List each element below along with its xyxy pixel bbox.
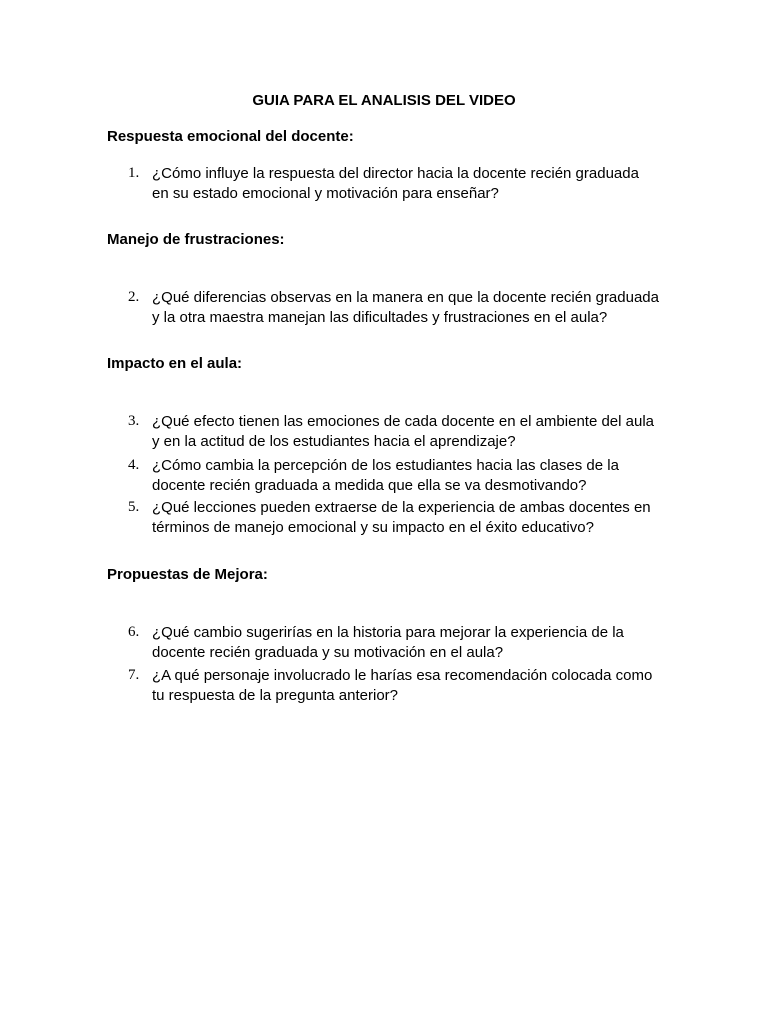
question-number: 6.	[128, 624, 140, 640]
question-text-line: docente recién graduada y su motivación en el aula?	[152, 643, 504, 661]
question-number: 1.	[128, 165, 140, 181]
question-text-line: ¿Qué lecciones pueden extraerse de la experiencia de ambas docentes en	[152, 499, 651, 516]
question-text	[152, 666, 667, 705]
document-title: GUIA PARA EL ANALISIS DEL VIDEO	[252, 92, 516, 109]
question-number: 4.	[128, 457, 140, 473]
question-text-line: ¿A qué personaje involucrado le harías esa recomendación colocada como	[152, 667, 653, 684]
question-text-line: ¿Cómo cambia la percepción de los estudiantes hacia las clases de la	[152, 457, 619, 474]
question-text-line: docente recién graduada a medida que ella se va desmotivando?	[152, 476, 587, 494]
question-text-line: ¿Qué efecto tienen las emociones de cada docente en el ambiente del aula	[152, 413, 655, 430]
question-text-line: y la otra maestra manejan las dificultades y frustraciones en el aula?	[152, 308, 608, 326]
question-text-line: ¿Cómo influye la respuesta del director hacia la docente recién graduada	[152, 165, 639, 182]
question-number: 3.	[128, 413, 140, 429]
question-text-line: términos de manejo emocional y su impacto en el éxito educativo?	[152, 518, 594, 536]
question-text	[152, 456, 667, 495]
question-text	[152, 623, 667, 662]
section-heading-impacto-aula: Impacto en el aula:	[107, 355, 243, 372]
question-text-line: en su estado emocional y motivación para enseñar?	[152, 184, 499, 202]
section-heading-propuestas-mejora: Propuestas de Mejora:	[107, 566, 268, 583]
section-heading-respuesta-emocional: Respuesta emocional del docente:	[107, 128, 354, 145]
question-number: 7.	[128, 667, 140, 683]
question-text	[152, 164, 667, 203]
question-number: 5.	[128, 499, 140, 515]
question-text-line: tu respuesta de la pregunta anterior?	[152, 686, 398, 704]
section-heading-manejo-frustraciones: Manejo de frustraciones:	[107, 231, 285, 248]
question-text	[152, 412, 667, 451]
question-number: 2.	[128, 289, 140, 305]
question-text-line: ¿Qué diferencias observas en la manera en que la docente recién graduada	[152, 289, 659, 306]
question-text	[152, 498, 667, 537]
question-text-line: ¿Qué cambio sugerirías en la historia para mejorar la experiencia de la	[152, 624, 624, 641]
question-text-line: y en la actitud de los estudiantes hacia el aprendizaje?	[152, 432, 516, 450]
question-text	[152, 288, 667, 327]
